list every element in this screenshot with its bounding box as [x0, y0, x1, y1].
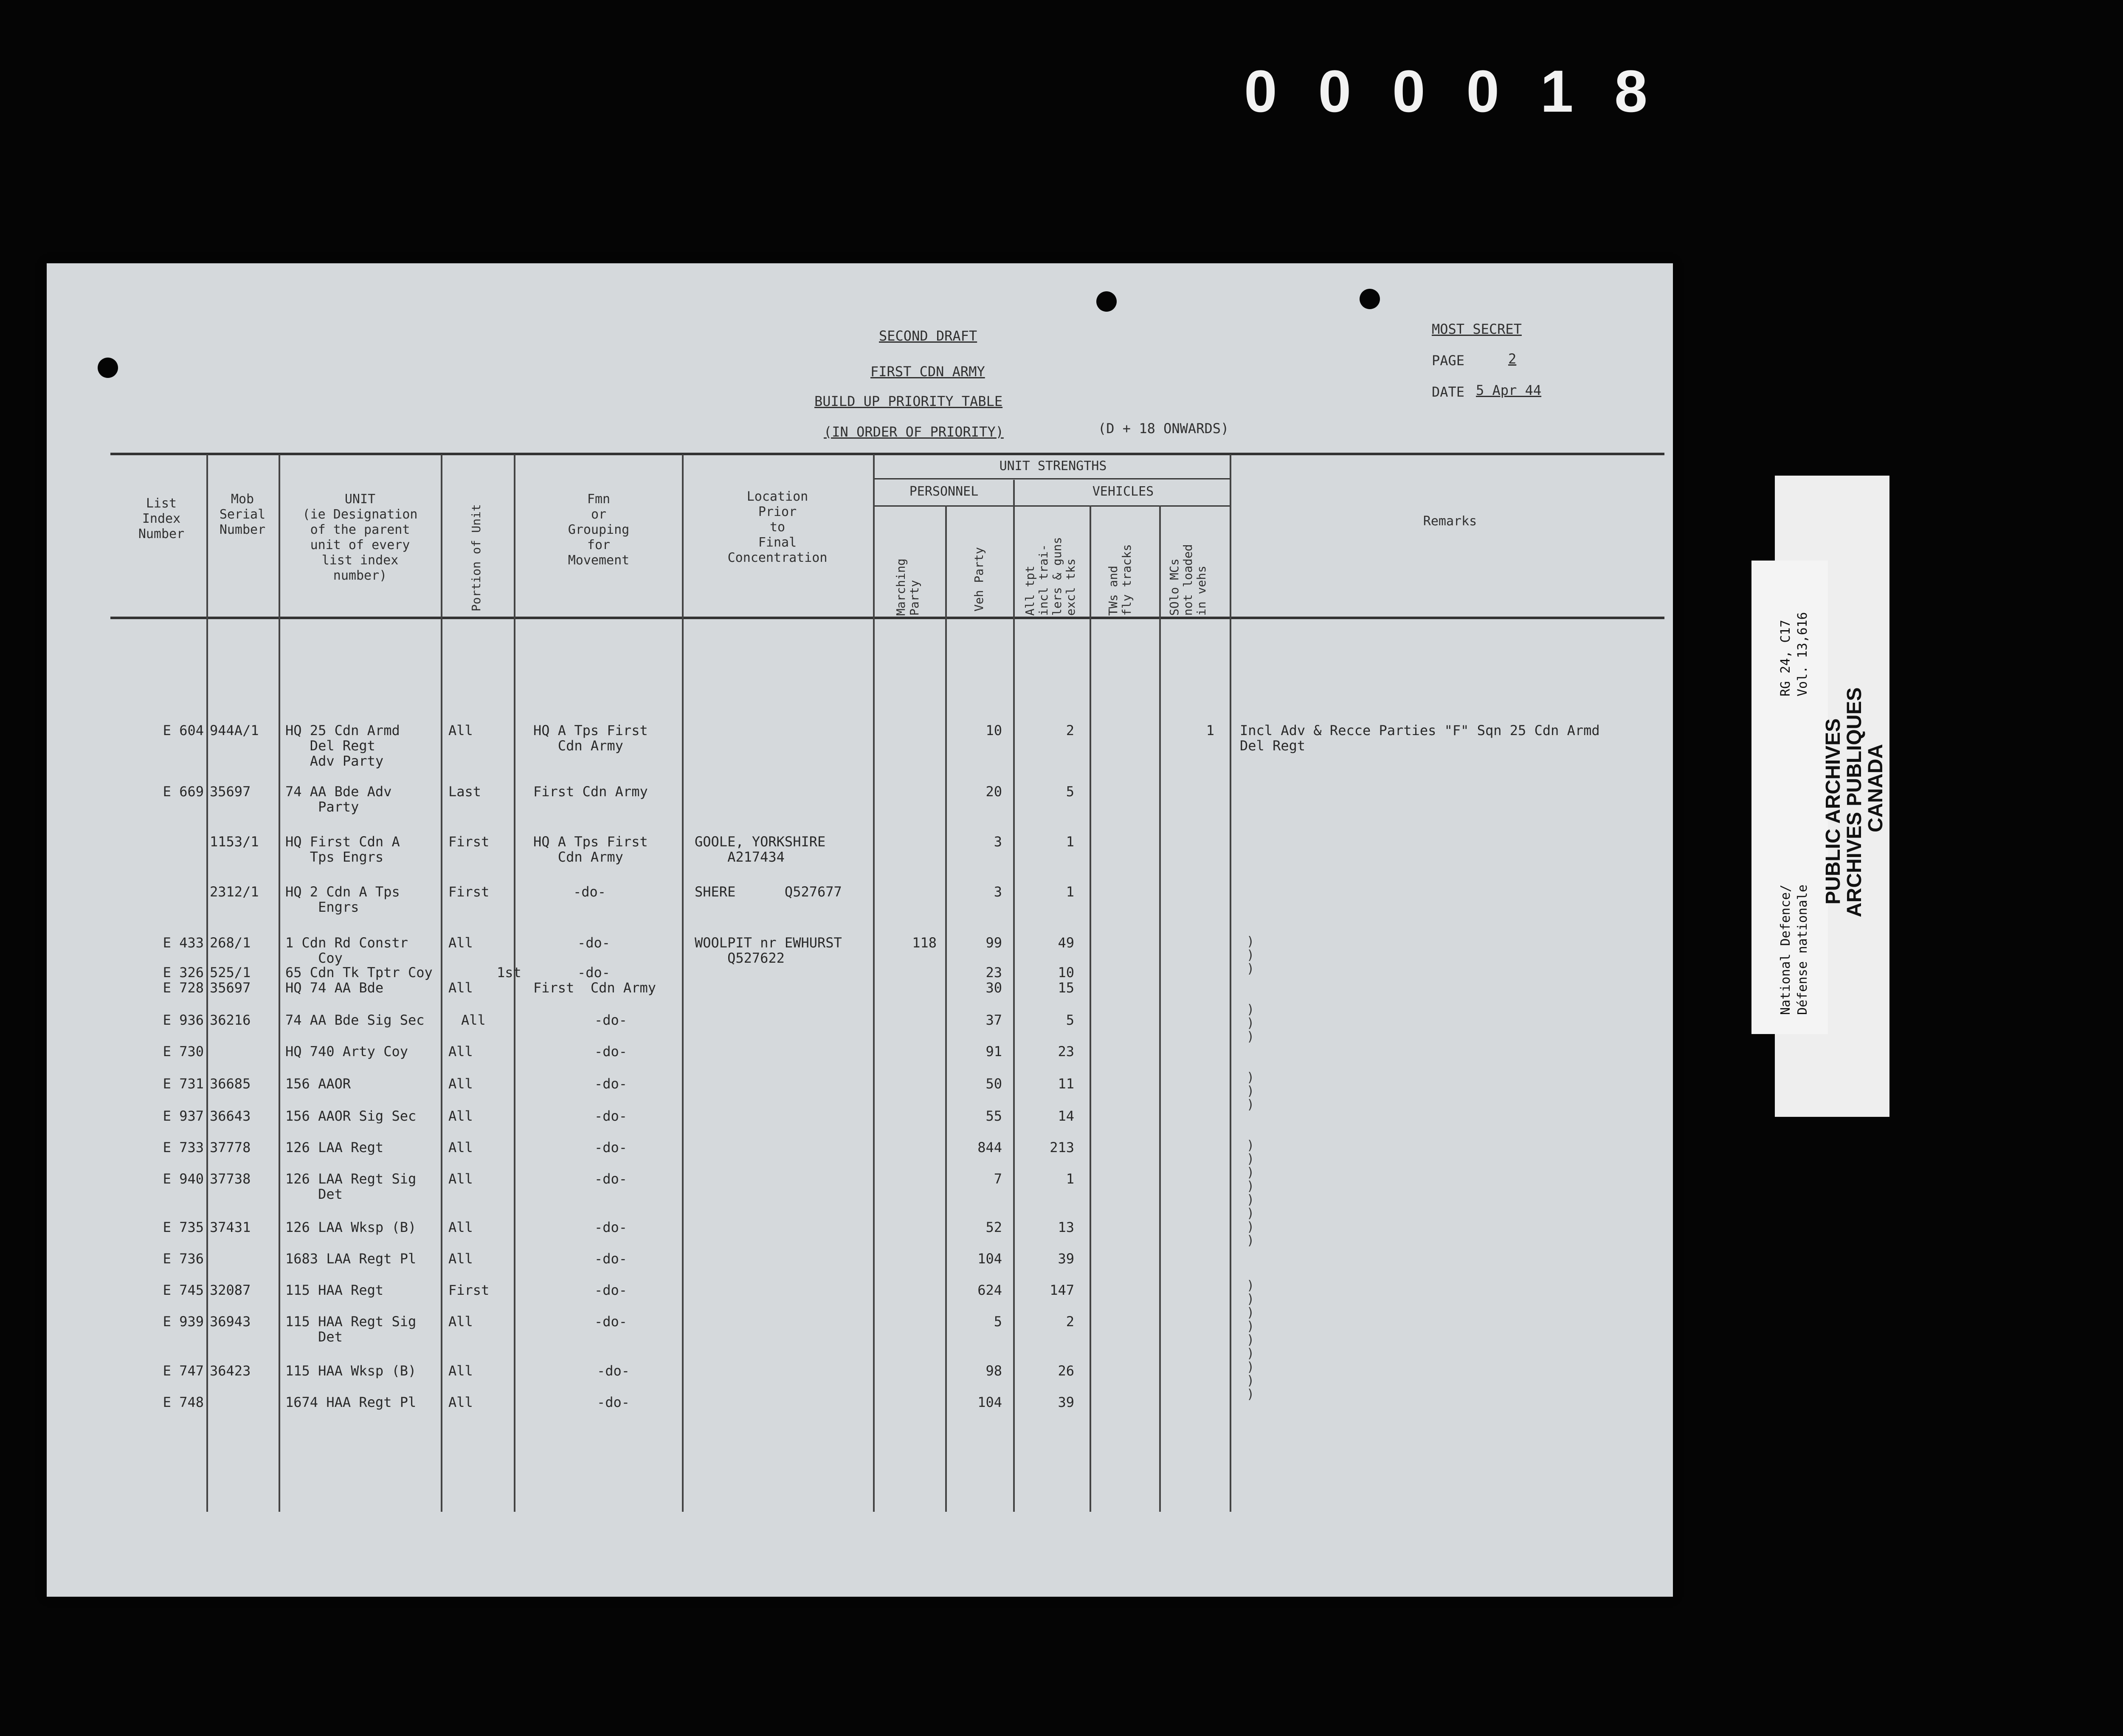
table-row — [47, 965, 1673, 980]
bracket-mark: ) — [1247, 948, 1255, 963]
all-tpt-cell: 2 — [1066, 1313, 1074, 1330]
list-index-cell: E 940 — [163, 1171, 204, 1187]
veh-party-cell: 7 — [994, 1171, 1002, 1187]
header-all-tpt: All tpt incl trai- lers & guns excl tks — [1023, 537, 1078, 616]
portion-cell: First — [448, 884, 490, 900]
veh-party-cell: 3 — [994, 834, 1002, 850]
bracket-mark: ) — [1247, 1387, 1255, 1402]
header-location: Location Prior to Final Concentration — [727, 489, 828, 565]
punch-hole — [1360, 289, 1380, 309]
bracket-mark: ) — [1247, 1002, 1255, 1017]
table-row — [47, 1012, 1673, 1034]
portion-cell: All — [448, 1219, 473, 1235]
document-sheet — [47, 263, 1673, 1597]
header-portion: Portion of Unit — [469, 504, 483, 612]
unit-cell: 1683 LAA Regt Pl — [285, 1251, 417, 1267]
list-index-cell: E 728 — [163, 980, 204, 996]
mob-serial-cell: 35697 — [210, 980, 251, 996]
table-title: BUILD UP PRIORITY TABLE — [814, 393, 1003, 409]
mob-serial-cell: 32087 — [210, 1282, 251, 1298]
fmn-cell: First Cdn Army — [533, 783, 648, 800]
all-tpt-cell: 5 — [1066, 783, 1074, 800]
archive-stamp-line1: PUBLIC ARCHIVES — [1822, 718, 1844, 905]
bracket-mark: ) — [1247, 1084, 1255, 1099]
bracket-mark: ) — [1247, 934, 1255, 949]
column-divider — [1013, 480, 1015, 1512]
bracket-mark: ) — [1247, 961, 1255, 976]
all-tpt-cell: 15 — [1058, 980, 1074, 996]
table-row — [47, 1282, 1673, 1304]
portion-cell: All — [461, 1012, 486, 1028]
bracket-mark: ) — [1247, 1016, 1255, 1031]
punch-hole — [1096, 291, 1117, 312]
list-index-cell: E 748 — [163, 1394, 204, 1410]
veh-party-cell: 37 — [985, 1012, 1002, 1028]
fmn-cell: -do- — [577, 964, 611, 981]
bracket-mark: ) — [1247, 1333, 1255, 1347]
header-personnel: PERSONNEL — [909, 484, 979, 499]
archive-reference-1: RG 24, C17 — [1778, 620, 1793, 696]
table-subtitle: (IN ORDER OF PRIORITY) — [824, 424, 1004, 440]
table-row — [47, 1044, 1673, 1065]
unit-cell: 115 HAA Regt Sig Det — [285, 1313, 417, 1345]
fmn-cell: -do- — [573, 884, 606, 900]
table-row — [47, 1485, 1673, 1506]
marching-party-cell: 118 — [912, 935, 937, 951]
mob-serial-cell: 36216 — [210, 1012, 251, 1028]
bracket-mark: ) — [1247, 1179, 1255, 1194]
unit-cell: 126 LAA Wksp (B) — [285, 1219, 417, 1235]
list-index-cell: E 937 — [163, 1108, 204, 1124]
fmn-cell: -do- — [594, 1076, 628, 1092]
bracket-mark: ) — [1247, 1346, 1255, 1361]
veh-party-cell: 23 — [985, 964, 1002, 981]
table-row — [47, 1314, 1673, 1348]
portion-cell: All — [448, 1108, 473, 1124]
solo-mcs-cell: 1 — [1206, 722, 1214, 738]
mob-serial-cell: 525/1 — [210, 964, 251, 981]
veh-party-cell: 5 — [994, 1313, 1002, 1330]
all-tpt-cell: 1 — [1066, 1171, 1074, 1187]
portion-cell: All — [448, 980, 473, 996]
header-bottom-rule — [110, 617, 1664, 619]
fmn-cell: -do- — [594, 1043, 628, 1060]
frame-digit: 0 — [1392, 58, 1430, 124]
fmn-cell: -do- — [594, 1313, 628, 1330]
veh-party-cell: 20 — [985, 783, 1002, 800]
bracket-mark: ) — [1247, 1305, 1255, 1320]
header-marching-party: Marching Party — [894, 558, 921, 616]
mob-serial-cell: 1153/1 — [210, 834, 259, 850]
table-row — [47, 723, 1673, 769]
veh-party-cell: 3 — [994, 884, 1002, 900]
fmn-cell: -do- — [594, 1012, 628, 1028]
header-tws: TWs and fly tracks — [1106, 544, 1134, 616]
header-veh-party: Veh Party — [972, 547, 986, 612]
list-index-cell: E 730 — [163, 1043, 204, 1060]
bracket-mark: ) — [1247, 1070, 1255, 1085]
veh-party-cell: 624 — [977, 1282, 1002, 1298]
portion-cell: All — [448, 1363, 473, 1379]
portion-cell: All — [448, 935, 473, 951]
table-row — [47, 1220, 1673, 1241]
header-mob-serial: Mob Serial Number — [219, 492, 266, 537]
portion-cell: All — [448, 1251, 473, 1267]
list-index-cell: E 669 — [163, 783, 204, 800]
list-index-cell: E 604 — [163, 722, 204, 738]
frame-digit: 1 — [1540, 58, 1578, 124]
table-row — [47, 1395, 1673, 1416]
portion-cell: All — [448, 1139, 473, 1155]
unit-cell: HQ 740 Arty Coy — [285, 1043, 408, 1060]
table-row — [47, 935, 1673, 966]
portion-cell: First — [448, 834, 490, 850]
all-tpt-cell: 49 — [1058, 935, 1074, 951]
portion-cell: All — [448, 1076, 473, 1092]
veh-party-cell: 99 — [985, 935, 1002, 951]
table-row — [47, 1363, 1673, 1384]
list-index-cell: E 745 — [163, 1282, 204, 1298]
unit-cell: 156 AAOR Sig Sec — [285, 1108, 417, 1124]
bracket-mark: ) — [1247, 1360, 1255, 1375]
fmn-cell: -do- — [594, 1219, 628, 1235]
classification-label: MOST SECRET — [1432, 321, 1522, 337]
strengths-rule — [875, 478, 1231, 479]
frame-digit: 0 — [1466, 58, 1504, 124]
all-tpt-cell: 39 — [1058, 1251, 1074, 1267]
veh-party-cell: 104 — [977, 1394, 1002, 1410]
table-row — [47, 1108, 1673, 1130]
mob-serial-cell: 36685 — [210, 1076, 251, 1092]
unit-cell: 1 Cdn Rd Constr Coy — [285, 935, 408, 966]
table-row — [47, 1140, 1673, 1161]
fmn-cell: -do- — [594, 1139, 628, 1155]
header-unit: UNIT (ie Designation of the parent unit of every list index number) — [302, 492, 418, 583]
unit-cell: HQ 74 AA Bde — [285, 980, 384, 996]
date-value: 5 Apr 44 — [1476, 382, 1542, 398]
veh-party-cell: 50 — [985, 1076, 1002, 1092]
fmn-cell: -do- — [577, 935, 611, 951]
subheader-rule — [875, 505, 1231, 507]
veh-party-cell: 52 — [985, 1219, 1002, 1235]
bracket-mark: ) — [1247, 1319, 1255, 1334]
unit-cell: HQ 2 Cdn A Tps Engrs — [285, 884, 400, 915]
bracket-mark: ) — [1247, 1165, 1255, 1180]
all-tpt-cell: 5 — [1066, 1012, 1074, 1028]
list-index-cell: E 736 — [163, 1251, 204, 1267]
unit-cell: HQ First Cdn A Tps Engrs — [285, 834, 400, 865]
list-index-cell: E 735 — [163, 1219, 204, 1235]
all-tpt-cell: 14 — [1058, 1108, 1074, 1124]
veh-party-cell: 55 — [985, 1108, 1002, 1124]
all-tpt-cell: 26 — [1058, 1363, 1074, 1379]
all-tpt-cell: 39 — [1058, 1394, 1074, 1410]
frame-digit: 8 — [1614, 58, 1652, 124]
mob-serial-cell: 37778 — [210, 1139, 251, 1155]
bracket-mark: ) — [1247, 1206, 1255, 1221]
archive-reference-2: Vol. 13,616 — [1795, 612, 1810, 696]
bracket-mark: ) — [1247, 1373, 1255, 1388]
mob-serial-cell: 35697 — [210, 783, 251, 800]
header-unit-strengths: UNIT STRENGTHS — [999, 459, 1107, 473]
table-row — [47, 834, 1673, 868]
veh-party-cell: 10 — [985, 722, 1002, 738]
date-label: DATE — [1432, 384, 1465, 400]
header-fmn: Fmn or Grouping for Movement — [568, 492, 630, 568]
fmn-cell: HQ A Tps First Cdn Army — [533, 834, 648, 865]
unit-cell: 74 AA Bde Sig Sec — [285, 1012, 425, 1028]
list-index-cell: E 747 — [163, 1363, 204, 1379]
unit-cell: HQ 25 Cdn Armd Del Regt Adv Party — [285, 722, 400, 769]
frame-number — [1244, 59, 1652, 123]
phase-label: (D + 18 ONWARDS) — [1098, 420, 1229, 437]
archive-stamp-line3: CANADA — [1864, 744, 1887, 832]
army-label: FIRST CDN ARMY — [870, 364, 985, 380]
portion-cell: First — [448, 1282, 490, 1298]
fmn-cell: First Cdn Army — [533, 980, 656, 996]
all-tpt-cell: 13 — [1058, 1219, 1074, 1235]
list-index-cell: E 433 — [163, 935, 204, 951]
frame-digit: 0 — [1318, 58, 1356, 124]
fmn-cell: HQ A Tps First Cdn Army — [533, 722, 648, 754]
veh-party-cell: 98 — [985, 1363, 1002, 1379]
list-index-cell: E 939 — [163, 1313, 204, 1330]
mob-serial-cell: 268/1 — [210, 935, 251, 951]
bracket-mark: ) — [1247, 1233, 1255, 1248]
portion-cell: Last — [448, 783, 481, 800]
all-tpt-cell: 213 — [1050, 1139, 1074, 1155]
table-row — [47, 784, 1673, 818]
all-tpt-cell: 1 — [1066, 884, 1074, 900]
all-tpt-cell: 23 — [1058, 1043, 1074, 1060]
bracket-mark: ) — [1247, 1097, 1255, 1112]
unit-cell: 1674 HAA Regt Pl — [285, 1394, 417, 1410]
fmn-cell: -do- — [594, 1108, 628, 1124]
header-vehicles: VEHICLES — [1092, 484, 1154, 499]
location-cell: GOOLE, YORKSHIRE A217434 — [695, 834, 826, 865]
veh-party-cell: 104 — [977, 1251, 1002, 1267]
all-tpt-cell: 2 — [1066, 722, 1074, 738]
header-solo-mcs: SOlo MCs not loaded in vehs — [1167, 544, 1208, 616]
veh-party-cell: 844 — [977, 1139, 1002, 1155]
fmn-cell: -do- — [597, 1394, 630, 1410]
fmn-cell: -do- — [597, 1363, 630, 1379]
unit-cell: 74 AA Bde Adv Party — [285, 783, 392, 815]
frame-digit: 0 — [1244, 58, 1281, 124]
mob-serial-cell: 2312/1 — [210, 884, 259, 900]
portion-cell: All — [448, 1394, 473, 1410]
list-index-cell: E 731 — [163, 1076, 204, 1092]
all-tpt-cell: 10 — [1058, 964, 1074, 981]
page-value: 2 — [1508, 351, 1517, 367]
mob-serial-cell: 36643 — [210, 1108, 251, 1124]
table-row — [47, 1171, 1673, 1205]
remarks-cell: Incl Adv & Recce Parties "F" Sqn 25 Cdn Armd Del Regt — [1240, 722, 1600, 754]
mob-serial-cell: 944A/1 — [210, 722, 259, 738]
unit-cell: 65 Cdn Tk Tptr Coy — [285, 964, 433, 981]
veh-party-cell: 91 — [985, 1043, 1002, 1060]
punch-hole — [98, 358, 118, 378]
fmn-cell: -do- — [594, 1251, 628, 1267]
table-row — [47, 1076, 1673, 1097]
location-cell: SHERE Q527677 — [695, 884, 842, 900]
page-label: PAGE — [1432, 352, 1465, 369]
all-tpt-cell: 1 — [1066, 834, 1074, 850]
table-row — [47, 980, 1673, 995]
veh-party-cell: 30 — [985, 980, 1002, 996]
archive-stamp-line2: ARCHIVES PUBLIQUES — [1843, 687, 1866, 917]
portion-cell: All — [448, 1043, 473, 1060]
bracket-mark: ) — [1247, 1152, 1255, 1167]
table-row — [47, 1251, 1673, 1272]
table-top-rule — [110, 453, 1664, 455]
bracket-mark: ) — [1247, 1138, 1255, 1153]
unit-cell: 115 HAA Regt — [285, 1282, 384, 1298]
table-row — [47, 884, 1673, 918]
mob-serial-cell: 36943 — [210, 1313, 251, 1330]
all-tpt-cell: 147 — [1050, 1282, 1074, 1298]
portion-cell: All — [448, 1313, 473, 1330]
unit-cell: 126 LAA Regt Sig Det — [285, 1171, 417, 1202]
mob-serial-cell: 37431 — [210, 1219, 251, 1235]
mob-serial-cell: 36423 — [210, 1363, 251, 1379]
archive-department-1: National Defence/ — [1778, 884, 1793, 1015]
all-tpt-cell: 11 — [1058, 1076, 1074, 1092]
unit-cell: 156 AAOR — [285, 1076, 351, 1092]
portion-cell: All — [448, 722, 473, 738]
header-remarks: Remarks — [1423, 514, 1477, 529]
fmn-cell: -do- — [594, 1171, 628, 1187]
portion-cell: All — [448, 1171, 473, 1187]
draft-label: SECOND DRAFT — [879, 328, 977, 344]
portion-cell: 1st — [497, 964, 521, 981]
column-divider — [1159, 505, 1161, 1512]
archive-department-2: Défense nationale — [1795, 884, 1810, 1015]
list-index-cell: E 326 — [163, 964, 204, 981]
location-cell: WOOLPIT nr EWHURST Q527622 — [695, 935, 842, 966]
bracket-mark: ) — [1247, 1292, 1255, 1307]
unit-cell: 115 HAA Wksp (B) — [285, 1363, 417, 1379]
header-list-index: List Index Number — [138, 496, 185, 541]
column-divider — [945, 505, 947, 1512]
mob-serial-cell: 37738 — [210, 1171, 251, 1187]
bracket-mark: ) — [1247, 1220, 1255, 1234]
list-index-cell: E 936 — [163, 1012, 204, 1028]
bracket-mark: ) — [1247, 1192, 1255, 1207]
unit-cell: 126 LAA Regt — [285, 1139, 384, 1155]
column-divider — [1090, 505, 1091, 1512]
list-index-cell: E 733 — [163, 1139, 204, 1155]
bracket-mark: ) — [1247, 1029, 1255, 1044]
fmn-cell: -do- — [594, 1282, 628, 1298]
bracket-mark: ) — [1247, 1278, 1255, 1293]
